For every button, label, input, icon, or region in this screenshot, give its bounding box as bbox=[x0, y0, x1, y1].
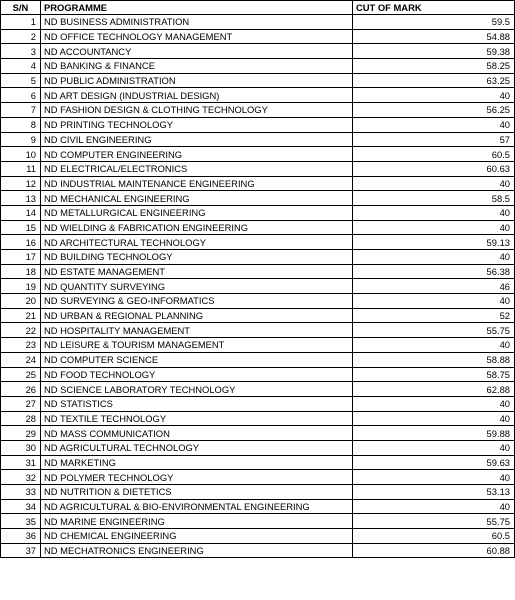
row-cutoff-mark: 46 bbox=[353, 279, 515, 294]
row-cutoff-mark: 40 bbox=[353, 294, 515, 309]
row-programme: ND MASS COMMUNICATION bbox=[41, 426, 353, 441]
row-sn: 11 bbox=[1, 161, 41, 176]
row-programme: ND URBAN & REGIONAL PLANNING bbox=[41, 308, 353, 323]
header-programme: PROGRAMME bbox=[41, 1, 353, 15]
row-sn: 25 bbox=[1, 367, 41, 382]
row-cutoff-mark: 59.38 bbox=[353, 44, 515, 59]
table-row bbox=[1, 499, 515, 514]
table-row bbox=[1, 426, 515, 441]
row-cutoff-mark: 56.25 bbox=[353, 103, 515, 118]
row-sn: 32 bbox=[1, 470, 41, 485]
row-cutoff-mark: 57 bbox=[353, 132, 515, 147]
table-row bbox=[1, 147, 515, 162]
row-sn: 15 bbox=[1, 220, 41, 235]
row-cutoff-mark: 53.13 bbox=[353, 485, 515, 500]
table-row bbox=[1, 205, 515, 220]
table-row bbox=[1, 396, 515, 411]
table-row bbox=[1, 338, 515, 353]
row-sn: 22 bbox=[1, 323, 41, 338]
row-sn: 2 bbox=[1, 29, 41, 44]
row-cutoff-mark: 60.5 bbox=[353, 529, 515, 544]
table-row bbox=[1, 103, 515, 118]
row-cutoff-mark: 40 bbox=[353, 499, 515, 514]
row-programme: ND SURVEYING & GEO-INFORMATICS bbox=[41, 294, 353, 309]
table-body bbox=[1, 15, 515, 558]
row-cutoff-mark: 58.75 bbox=[353, 367, 515, 382]
row-cutoff-mark: 40 bbox=[353, 205, 515, 220]
row-sn: 10 bbox=[1, 147, 41, 162]
row-programme: ND MARKETING bbox=[41, 455, 353, 470]
table-row bbox=[1, 250, 515, 265]
row-cutoff-mark: 40 bbox=[353, 220, 515, 235]
row-programme: ND ACCOUNTANCY bbox=[41, 44, 353, 59]
row-cutoff-mark: 40 bbox=[353, 338, 515, 353]
row-sn: 4 bbox=[1, 59, 41, 74]
table-row bbox=[1, 191, 515, 206]
table-header bbox=[1, 1, 515, 15]
row-sn: 8 bbox=[1, 117, 41, 132]
row-cutoff-mark: 40 bbox=[353, 176, 515, 191]
row-programme: ND POLYMER TECHNOLOGY bbox=[41, 470, 353, 485]
row-sn: 18 bbox=[1, 264, 41, 279]
table-row bbox=[1, 176, 515, 191]
row-cutoff-mark: 59.63 bbox=[353, 455, 515, 470]
table-row bbox=[1, 529, 515, 544]
row-programme: ND QUANTITY SURVEYING bbox=[41, 279, 353, 294]
row-sn: 24 bbox=[1, 352, 41, 367]
row-programme: ND CIVIL ENGINEERING bbox=[41, 132, 353, 147]
row-sn: 21 bbox=[1, 308, 41, 323]
table-row bbox=[1, 235, 515, 250]
header-sn: S/N bbox=[1, 1, 41, 15]
row-cutoff-mark: 60.88 bbox=[353, 543, 515, 558]
row-sn: 3 bbox=[1, 44, 41, 59]
row-cutoff-mark: 58.5 bbox=[353, 191, 515, 206]
table-row bbox=[1, 161, 515, 176]
table-row bbox=[1, 440, 515, 455]
row-programme: ND STATISTICS bbox=[41, 396, 353, 411]
table-row bbox=[1, 117, 515, 132]
table-row bbox=[1, 382, 515, 397]
row-sn: 13 bbox=[1, 191, 41, 206]
row-cutoff-mark: 55.75 bbox=[353, 323, 515, 338]
row-sn: 27 bbox=[1, 396, 41, 411]
row-programme: ND OFFICE TECHNOLOGY MANAGEMENT bbox=[41, 29, 353, 44]
table-row bbox=[1, 29, 515, 44]
row-sn: 17 bbox=[1, 250, 41, 265]
row-programme: ND WIELDING & FABRICATION ENGINEERING bbox=[41, 220, 353, 235]
row-cutoff-mark: 40 bbox=[353, 117, 515, 132]
row-sn: 26 bbox=[1, 382, 41, 397]
row-cutoff-mark: 58.25 bbox=[353, 59, 515, 74]
table-row bbox=[1, 411, 515, 426]
row-cutoff-mark: 59.88 bbox=[353, 426, 515, 441]
table-row bbox=[1, 59, 515, 74]
row-programme: ND METALLURGICAL ENGINEERING bbox=[41, 205, 353, 220]
row-sn: 9 bbox=[1, 132, 41, 147]
row-programme: ND PRINTING TECHNOLOGY bbox=[41, 117, 353, 132]
row-sn: 29 bbox=[1, 426, 41, 441]
row-programme: ND BANKING & FINANCE bbox=[41, 59, 353, 74]
table-row bbox=[1, 352, 515, 367]
row-cutoff-mark: 59.13 bbox=[353, 235, 515, 250]
row-sn: 5 bbox=[1, 73, 41, 88]
row-cutoff-mark: 40 bbox=[353, 440, 515, 455]
table-row bbox=[1, 323, 515, 338]
table-row bbox=[1, 308, 515, 323]
table-row bbox=[1, 455, 515, 470]
row-cutoff-mark: 59.5 bbox=[353, 15, 515, 30]
row-cutoff-mark: 40 bbox=[353, 411, 515, 426]
table-row bbox=[1, 543, 515, 558]
table-row bbox=[1, 470, 515, 485]
table-row bbox=[1, 220, 515, 235]
row-programme: ND MECHANICAL ENGINEERING bbox=[41, 191, 353, 206]
row-cutoff-mark: 60.5 bbox=[353, 147, 515, 162]
row-sn: 31 bbox=[1, 455, 41, 470]
row-cutoff-mark: 56.38 bbox=[353, 264, 515, 279]
row-sn: 16 bbox=[1, 235, 41, 250]
table-row bbox=[1, 73, 515, 88]
row-programme: ND BUILDING TECHNOLOGY bbox=[41, 250, 353, 265]
row-cutoff-mark: 52 bbox=[353, 308, 515, 323]
row-sn: 7 bbox=[1, 103, 41, 118]
table-row bbox=[1, 485, 515, 500]
row-cutoff-mark: 60.63 bbox=[353, 161, 515, 176]
row-sn: 14 bbox=[1, 205, 41, 220]
table-row bbox=[1, 279, 515, 294]
row-programme: ND PUBLIC ADMINISTRATION bbox=[41, 73, 353, 88]
table-row bbox=[1, 367, 515, 382]
table-row bbox=[1, 15, 515, 30]
row-sn: 33 bbox=[1, 485, 41, 500]
row-programme: ND CHEMICAL ENGINEERING bbox=[41, 529, 353, 544]
row-cutoff-mark: 58.88 bbox=[353, 352, 515, 367]
row-cutoff-mark: 40 bbox=[353, 396, 515, 411]
row-programme: ND BUSINESS ADMINISTRATION bbox=[41, 15, 353, 30]
row-sn: 35 bbox=[1, 514, 41, 529]
row-sn: 19 bbox=[1, 279, 41, 294]
row-cutoff-mark: 62.88 bbox=[353, 382, 515, 397]
row-programme: ND AGRICULTURAL & BIO-ENVIRONMENTAL ENGINEERING bbox=[41, 499, 353, 514]
row-sn: 37 bbox=[1, 543, 41, 558]
header-row bbox=[1, 1, 515, 15]
row-programme: ND SCIENCE LABORATORY TECHNOLOGY bbox=[41, 382, 353, 397]
row-programme: ND HOSPITALITY MANAGEMENT bbox=[41, 323, 353, 338]
row-programme: ND INDUSTRIAL MAINTENANCE ENGINEERING bbox=[41, 176, 353, 191]
row-sn: 34 bbox=[1, 499, 41, 514]
row-sn: 30 bbox=[1, 440, 41, 455]
row-programme: ND FOOD TECHNOLOGY bbox=[41, 367, 353, 382]
row-programme: ND MARINE ENGINEERING bbox=[41, 514, 353, 529]
row-sn: 28 bbox=[1, 411, 41, 426]
row-programme: ND MECHATRONICS ENGINEERING bbox=[41, 543, 353, 558]
row-programme: ND LEISURE & TOURISM MANAGEMENT bbox=[41, 338, 353, 353]
row-sn: 1 bbox=[1, 15, 41, 30]
row-sn: 23 bbox=[1, 338, 41, 353]
row-programme: ND NUTRITION & DIETETICS bbox=[41, 485, 353, 500]
row-sn: 20 bbox=[1, 294, 41, 309]
row-cutoff-mark: 54.88 bbox=[353, 29, 515, 44]
row-programme: ND ART DESIGN (INDUSTRIAL DESIGN) bbox=[41, 88, 353, 103]
table-row bbox=[1, 44, 515, 59]
header-cutoff-mark: CUT OF MARK bbox=[353, 1, 515, 15]
row-cutoff-mark: 40 bbox=[353, 470, 515, 485]
table-row bbox=[1, 264, 515, 279]
row-programme: ND ESTATE MANAGEMENT bbox=[41, 264, 353, 279]
table-row bbox=[1, 88, 515, 103]
row-sn: 6 bbox=[1, 88, 41, 103]
row-programme: ND ELECTRICAL/ELECTRONICS bbox=[41, 161, 353, 176]
row-sn: 12 bbox=[1, 176, 41, 191]
row-cutoff-mark: 40 bbox=[353, 250, 515, 265]
row-programme: ND AGRICULTURAL TECHNOLOGY bbox=[41, 440, 353, 455]
row-sn: 36 bbox=[1, 529, 41, 544]
table-row bbox=[1, 132, 515, 147]
row-programme: ND COMPUTER ENGINEERING bbox=[41, 147, 353, 162]
row-cutoff-mark: 55.75 bbox=[353, 514, 515, 529]
row-programme: ND ARCHITECTURAL TECHNOLOGY bbox=[41, 235, 353, 250]
row-cutoff-mark: 40 bbox=[353, 88, 515, 103]
row-cutoff-mark: 63.25 bbox=[353, 73, 515, 88]
table-row bbox=[1, 294, 515, 309]
row-programme: ND TEXTILE TECHNOLOGY bbox=[41, 411, 353, 426]
table-row bbox=[1, 514, 515, 529]
row-programme: ND FASHION DESIGN & CLOTHING TECHNOLOGY bbox=[41, 103, 353, 118]
row-programme: ND COMPUTER SCIENCE bbox=[41, 352, 353, 367]
